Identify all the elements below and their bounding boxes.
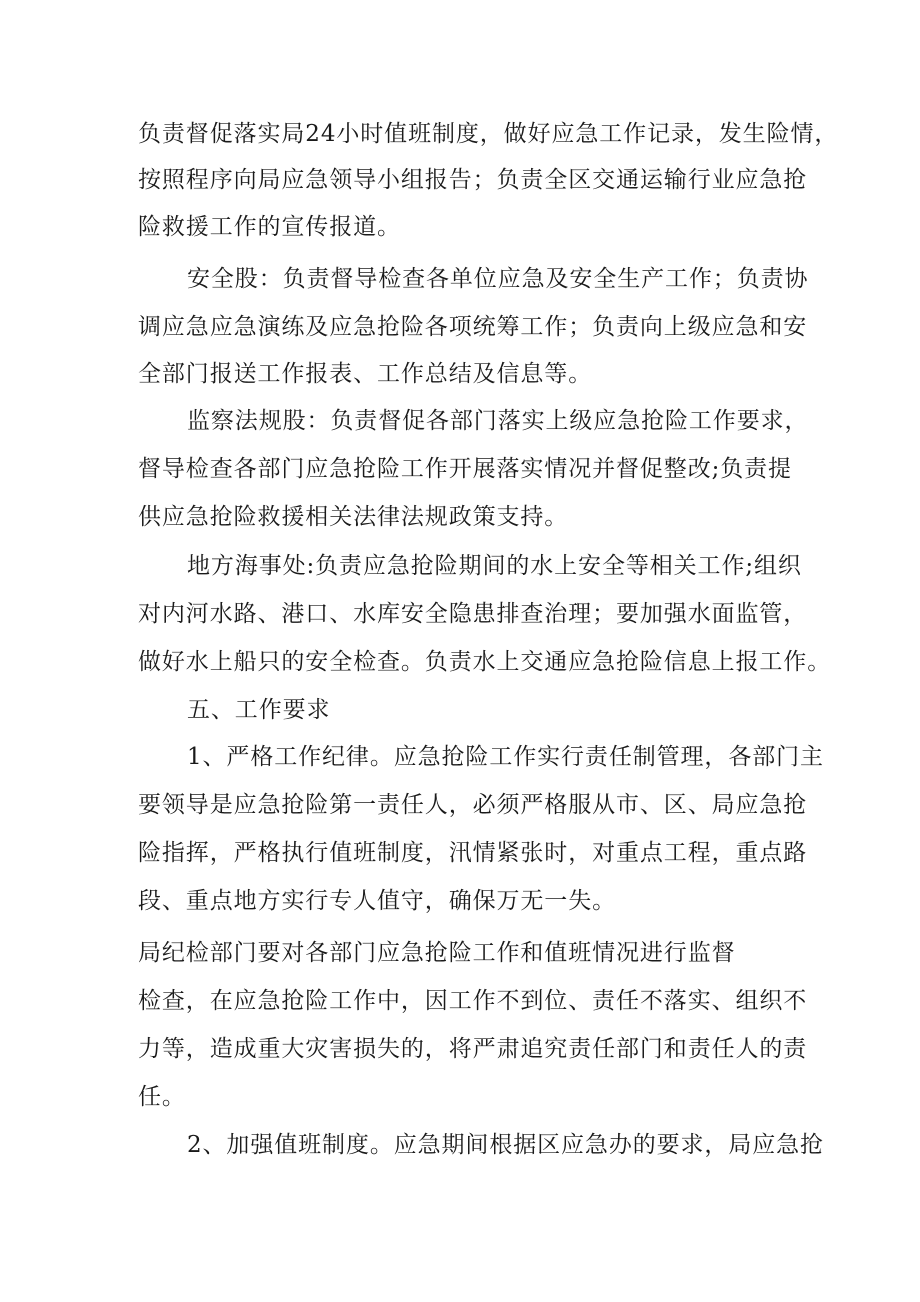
text-line: 地方海事处:负责应急抢险期间的水上安全等相关工作;组织 [187, 553, 802, 579]
text-line: 调应急应急演练及应急抢险各项统筹工作；负责向上级应急和安 [138, 314, 808, 340]
text-line: 督导检查各部门应急抢险工作开展落实情况并督促整改;负责提 [138, 456, 792, 482]
text-line: 险指挥，严格执行值班制度，汛情紧张时，对重点工程，重点路 [138, 840, 808, 866]
text-line: 按照程序向局应急领导小组报告；负责全区交通运输行业应急抢 [138, 167, 808, 193]
text-line: 段、重点地方实行专人值守，确保万无一失。 [138, 888, 616, 914]
text-line: 任。 [138, 1084, 186, 1110]
text-line: 安全股：负责督导检查各单位应急及安全生产工作；负责协 [187, 266, 809, 292]
text-line: 供应急抢险救援相关法律法规政策支持。 [138, 504, 569, 530]
text-line: 做好水上船只的安全检查。负责水上交通应急抢险信息上报工作。 [138, 649, 832, 675]
text-line: 要领导是应急抢险第一责任人，必须严格服从市、区、局应急抢 [138, 792, 808, 818]
text-line: 局纪检部门要对各部门应急抢险工作和值班情况进行监督 [138, 940, 736, 966]
text-line: 1、严格工作纪律。应急抢险工作实行责任制管理，各部门主 [187, 744, 824, 770]
text-line: 全部门报送工作报表、工作总结及信息等。 [138, 361, 593, 387]
text-line: 2、加强值班制度。应急期间根据区应急办的要求，局应急抢 [187, 1132, 824, 1158]
text-line: 险救援工作的宣传报道。 [138, 214, 401, 240]
section-heading: 五、工作要求 [187, 697, 331, 723]
text-line: 对内河水路、港口、水库安全隐患排查治理；要加强水面监管， [138, 601, 808, 627]
text-line: 检查，在应急抢险工作中，因工作不到位、责任不落实、组织不 [138, 988, 808, 1014]
text-line: 力等，造成重大灾害损失的，将严肃追究责任部门和责任人的责 [138, 1036, 808, 1062]
text-line: 负责督促落实局24小时值班制度，做好应急工作记录，发生险情， [138, 121, 839, 147]
text-line: 监察法规股：负责督促各部门落实上级应急抢险工作要求， [187, 408, 809, 434]
